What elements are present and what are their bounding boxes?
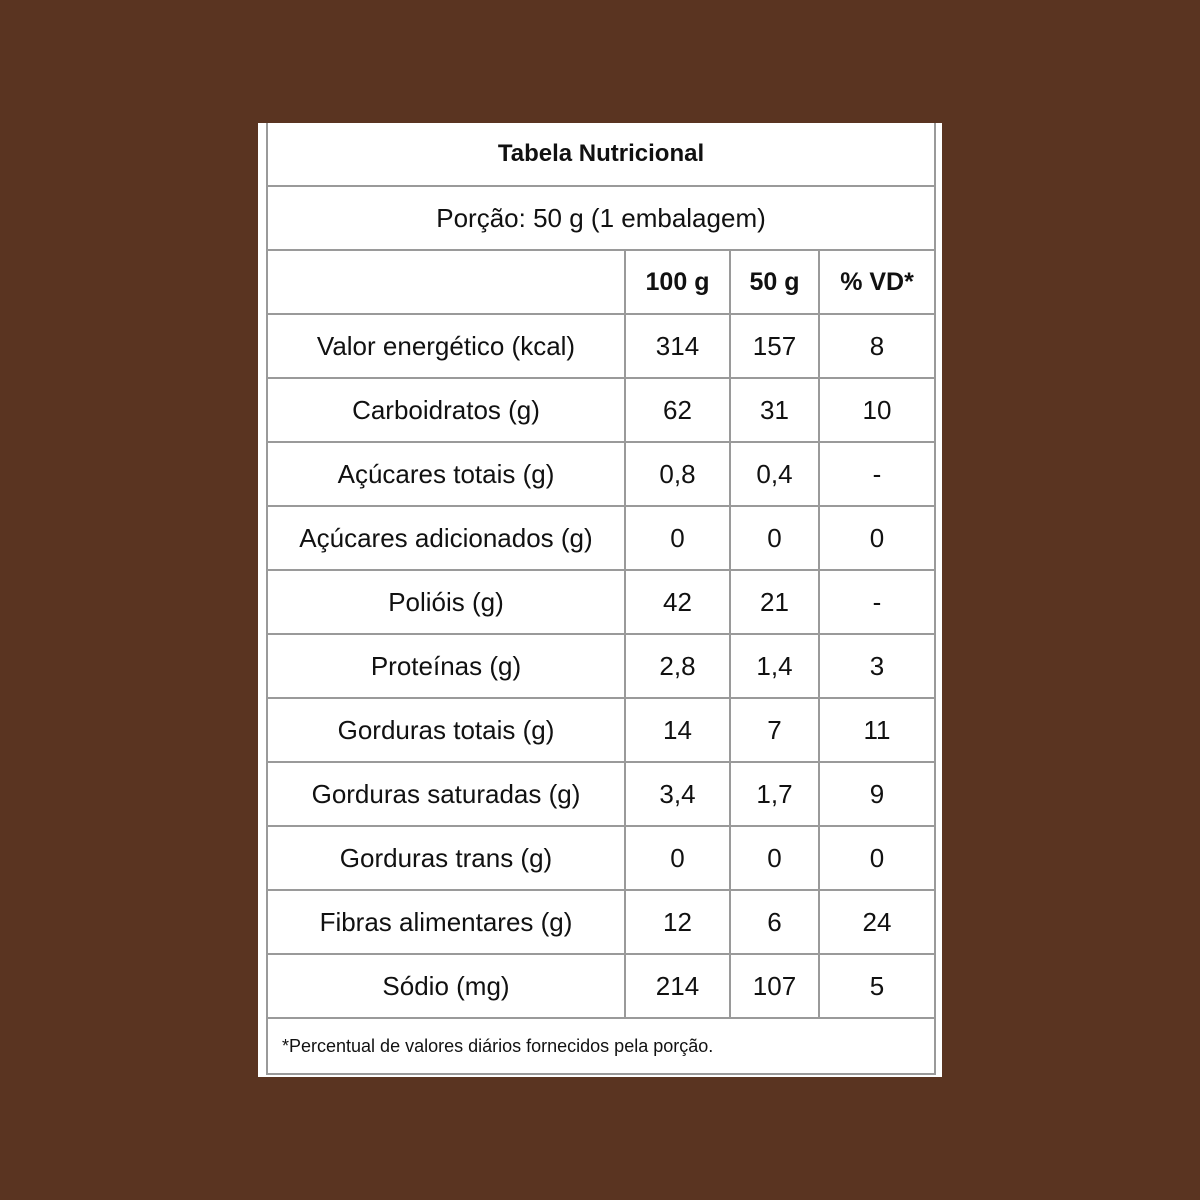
table-row [267, 378, 935, 442]
value-100g: 12 [625, 890, 730, 954]
value-50g: 21 [730, 570, 819, 634]
nutrient-label: Açúcares totais (g) [267, 442, 625, 506]
portion-info: Porção: 50 g (1 embalagem) [267, 186, 935, 250]
value-vd: 5 [819, 954, 935, 1018]
footnote: *Percentual de valores diários fornecidos pela porção. [267, 1018, 935, 1074]
table-row [267, 314, 935, 378]
table-row [267, 954, 935, 1018]
value-vd: 24 [819, 890, 935, 954]
value-100g: 2,8 [625, 634, 730, 698]
value-50g: 157 [730, 314, 819, 378]
value-vd: 11 [819, 698, 935, 762]
header-vd: % VD* [819, 250, 935, 314]
value-100g: 3,4 [625, 762, 730, 826]
value-50g: 6 [730, 890, 819, 954]
nutrient-label: Açúcares adicionados (g) [267, 506, 625, 570]
table-row [267, 570, 935, 634]
value-50g: 1,7 [730, 762, 819, 826]
value-50g: 7 [730, 698, 819, 762]
value-vd: 10 [819, 378, 935, 442]
nutrient-label: Sódio (mg) [267, 954, 625, 1018]
table-row [267, 762, 935, 826]
nutrient-label: Fibras alimentares (g) [267, 890, 625, 954]
nutrient-label: Valor energético (kcal) [267, 314, 625, 378]
nutrition-table [266, 123, 936, 1075]
value-100g: 0 [625, 506, 730, 570]
table-row [267, 890, 935, 954]
value-50g: 107 [730, 954, 819, 1018]
value-100g: 62 [625, 378, 730, 442]
title-row [267, 123, 935, 186]
nutrient-label: Polióis (g) [267, 570, 625, 634]
value-vd: - [819, 570, 935, 634]
value-50g: 0,4 [730, 442, 819, 506]
table-row [267, 634, 935, 698]
table-row [267, 506, 935, 570]
nutrient-label: Gorduras saturadas (g) [267, 762, 625, 826]
value-100g: 314 [625, 314, 730, 378]
header-row [267, 250, 935, 314]
value-100g: 42 [625, 570, 730, 634]
nutrient-label: Gorduras totais (g) [267, 698, 625, 762]
nutrient-label: Carboidratos (g) [267, 378, 625, 442]
value-100g: 14 [625, 698, 730, 762]
nutrient-label: Gorduras trans (g) [267, 826, 625, 890]
portion-row [267, 186, 935, 250]
value-vd: 9 [819, 762, 935, 826]
value-vd: 3 [819, 634, 935, 698]
value-100g: 0 [625, 826, 730, 890]
header-50g: 50 g [730, 250, 819, 314]
value-50g: 1,4 [730, 634, 819, 698]
value-vd: 0 [819, 826, 935, 890]
table-title: Tabela Nutricional [267, 123, 935, 186]
header-100g: 100 g [625, 250, 730, 314]
value-50g: 0 [730, 506, 819, 570]
table-row [267, 442, 935, 506]
nutrient-label: Proteínas (g) [267, 634, 625, 698]
value-100g: 0,8 [625, 442, 730, 506]
nutrient-rows [267, 314, 935, 1018]
value-50g: 31 [730, 378, 819, 442]
header-label [267, 250, 625, 314]
table-row [267, 826, 935, 890]
value-100g: 214 [625, 954, 730, 1018]
table-row [267, 698, 935, 762]
nutrition-card [258, 123, 942, 1077]
value-50g: 0 [730, 826, 819, 890]
value-vd: - [819, 442, 935, 506]
value-vd: 0 [819, 506, 935, 570]
value-vd: 8 [819, 314, 935, 378]
footnote-row [267, 1018, 935, 1074]
